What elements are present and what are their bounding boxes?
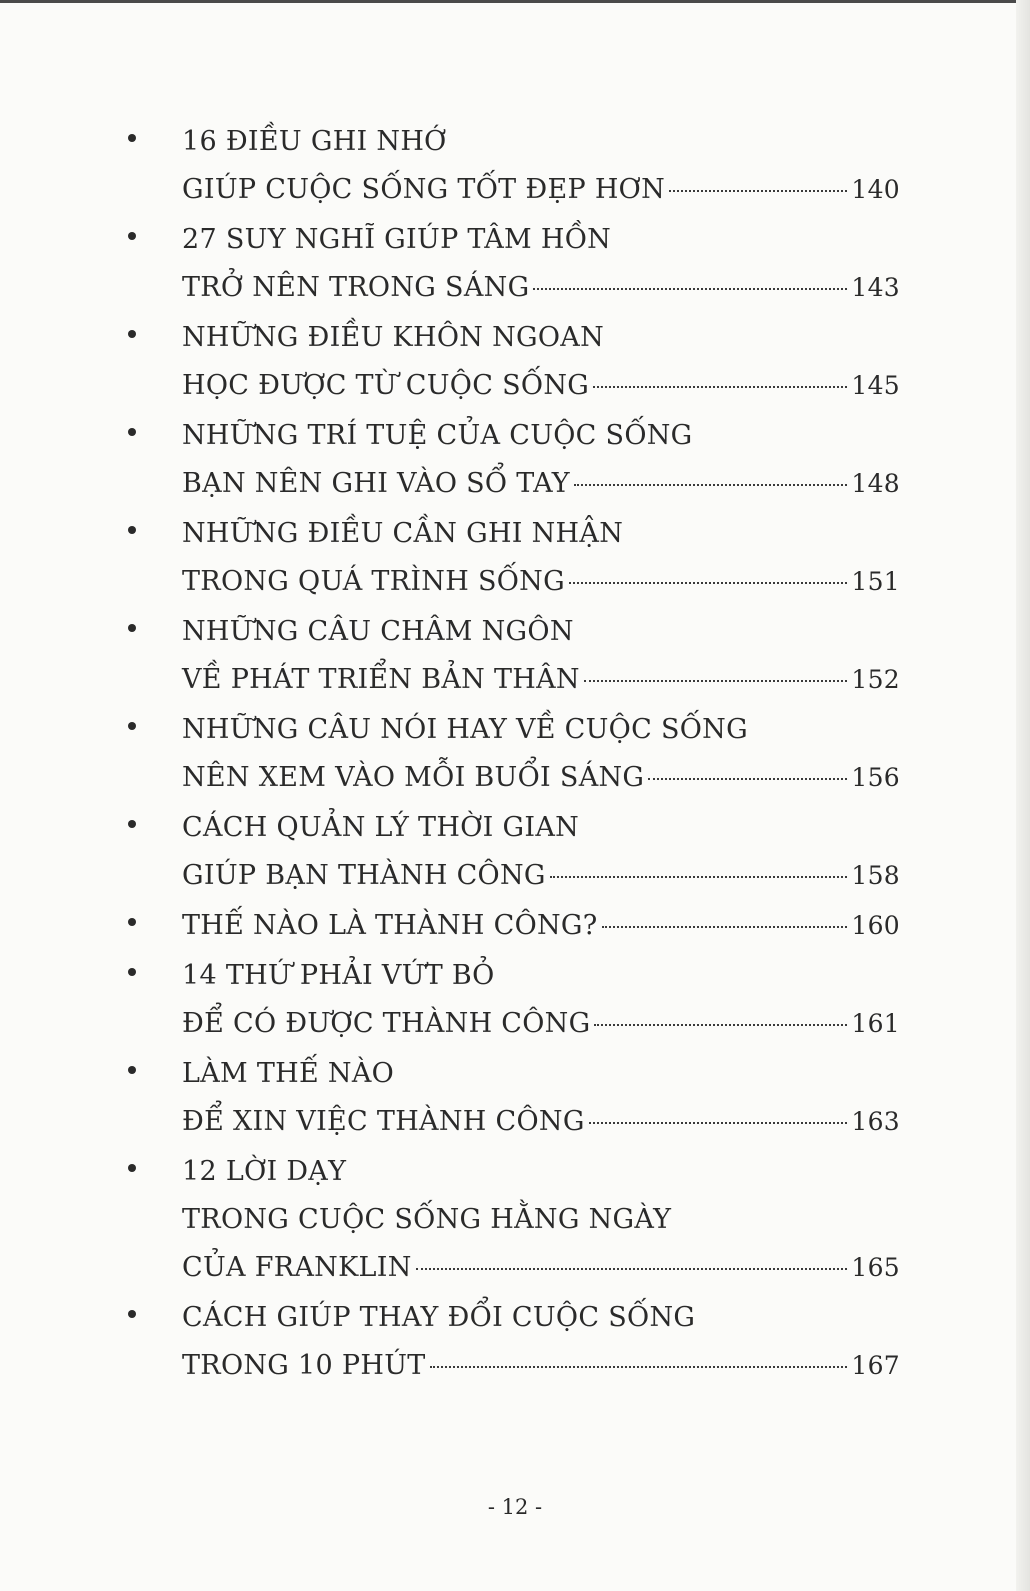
toc-entry-title-line: 16 ĐIỀU GHI NHỚ [182,126,447,157]
bullet-icon [128,1066,136,1074]
dot-leader [593,386,847,388]
toc-entry-last-line [182,656,900,704]
toc-entry-last-line [182,166,900,214]
bullet-icon [128,526,136,534]
toc-entry-last-line [182,558,900,606]
toc-entry-page-number: 140 [851,175,900,204]
toc-entry-page-number: 167 [851,1351,900,1380]
toc-entry-last-line [182,264,900,312]
bullet-icon [128,134,136,142]
toc-entry-page-number: 158 [851,861,900,890]
bullet-icon [128,232,136,240]
dot-leader [594,1024,847,1026]
dot-leader [669,190,847,192]
toc-entry [128,314,900,410]
toc-entry-title-line: TRONG QUÁ TRÌNH SỐNG [182,566,565,597]
toc-entry-title-line: NHỮNG TRÍ TUỆ CỦA CUỘC SỐNG [182,420,693,451]
dot-leader [648,778,847,780]
toc-entry-title-line: NHỮNG CÂU NÓI HAY VỀ CUỘC SỐNG [182,714,748,745]
toc-entry [128,510,900,606]
bullet-icon [128,1164,136,1172]
toc-entry-title-line: CÁCH GIÚP THAY ĐỔI CUỘC SỐNG [182,1302,696,1333]
toc-entry-title-line: NÊN XEM VÀO MỖI BUỔI SÁNG [182,762,645,793]
toc-entry-title-line: THẾ NÀO LÀ THÀNH CÔNG? [182,910,598,941]
dot-leader [602,926,848,928]
toc-entry-last-line [182,852,900,900]
toc-entry [128,118,900,214]
page-number: - 12 - [487,1495,543,1519]
toc-entry-title-line: TRONG CUỘC SỐNG HẰNG NGÀY [182,1204,672,1235]
toc-entry-title-line: 12 LỜI DẠY [182,1156,347,1187]
toc-entry-last-line [182,1098,900,1146]
toc-entry-title-line: CÁCH QUẢN LÝ THỜI GIAN [182,812,580,843]
toc-entry-page-number: 148 [851,469,900,498]
bullet-icon [128,428,136,436]
toc-entry [128,608,900,704]
toc-entry-last-line [182,754,900,802]
bullet-icon [128,820,136,828]
dot-leader [589,1122,848,1124]
toc-entry-last-line [182,460,900,508]
page-right-edge [1016,0,1030,1591]
toc-entry-title-line: LÀM THẾ NÀO [182,1058,395,1089]
toc-entry-title-line: 27 SUY NGHĨ GIÚP TÂM HỒN [182,224,612,255]
bullet-icon [128,722,136,730]
dot-leader [550,876,848,878]
toc-entry-title-line: TRONG 10 PHÚT [182,1350,426,1381]
toc-entry-title-line: HỌC ĐƯỢC TỪ CUỘC SỐNG [182,370,590,401]
toc-entry [128,412,900,508]
toc-entry-title-line: CỦA FRANKLIN [182,1252,412,1283]
dot-leader [533,288,847,290]
toc-entry-title-line: VỀ PHÁT TRIỂN BẢN THÂN [182,664,580,695]
toc-entry-title-line: TRỞ NÊN TRONG SÁNG [182,272,530,303]
toc-entry-title-line: ĐỂ XIN VIỆC THÀNH CÔNG [182,1106,585,1137]
toc-entry [128,902,900,950]
toc-entry-page-number: 161 [851,1009,900,1038]
bullet-icon [128,1310,136,1318]
bullet-icon [128,918,136,926]
bullet-icon [128,624,136,632]
toc-entry [128,804,900,900]
toc-entry-last-line [182,1000,900,1048]
toc-entry-title-line: NHỮNG CÂU CHÂM NGÔN [182,616,574,647]
dot-leader [569,582,847,584]
toc-entry-page-number: 143 [851,273,900,302]
toc-entry-title-line: BẠN NÊN GHI VÀO SỔ TAY [182,468,570,499]
toc-entry-title-line: ĐỂ CÓ ĐƯỢC THÀNH CÔNG [182,1008,591,1039]
bullet-icon [128,968,136,976]
toc-entry [128,216,900,312]
toc-entry [128,952,900,1048]
toc-entry-page-number: 160 [851,911,900,940]
bullet-icon [128,330,136,338]
toc-entry-page-number: 163 [851,1107,900,1136]
toc-entry-page-number: 152 [851,665,900,694]
toc-entry-title-line: NHỮNG ĐIỀU KHÔN NGOAN [182,322,605,353]
page-top-edge [0,0,1030,3]
toc-entry-page-number: 145 [851,371,900,400]
toc-entry-last-line [182,1244,900,1292]
dot-leader [584,680,848,682]
toc-entry [128,1294,900,1390]
dot-leader [416,1268,848,1270]
toc-entry-title-line: 14 THỨ PHẢI VỨT BỎ [182,960,495,991]
toc-entry-page-number: 151 [851,567,900,596]
dot-leader [430,1366,848,1368]
toc-entry-title-line: GIÚP BẠN THÀNH CÔNG [182,860,546,891]
toc-entry-title-line: GIÚP CUỘC SỐNG TỐT ĐẸP HƠN [182,174,666,205]
toc-entry-page-number: 165 [851,1253,900,1282]
toc-entry-page-number: 156 [851,763,900,792]
toc-entry [128,1148,900,1292]
toc-entry-title-line: NHỮNG ĐIỀU CẦN GHI NHẬN [182,518,624,549]
toc-entry [128,1050,900,1146]
dot-leader [574,484,847,486]
toc-entry-last-line [182,1342,900,1390]
table-of-contents [128,118,900,1392]
toc-entry-last-line [182,902,900,950]
toc-entry-last-line [182,362,900,410]
toc-entry [128,706,900,802]
